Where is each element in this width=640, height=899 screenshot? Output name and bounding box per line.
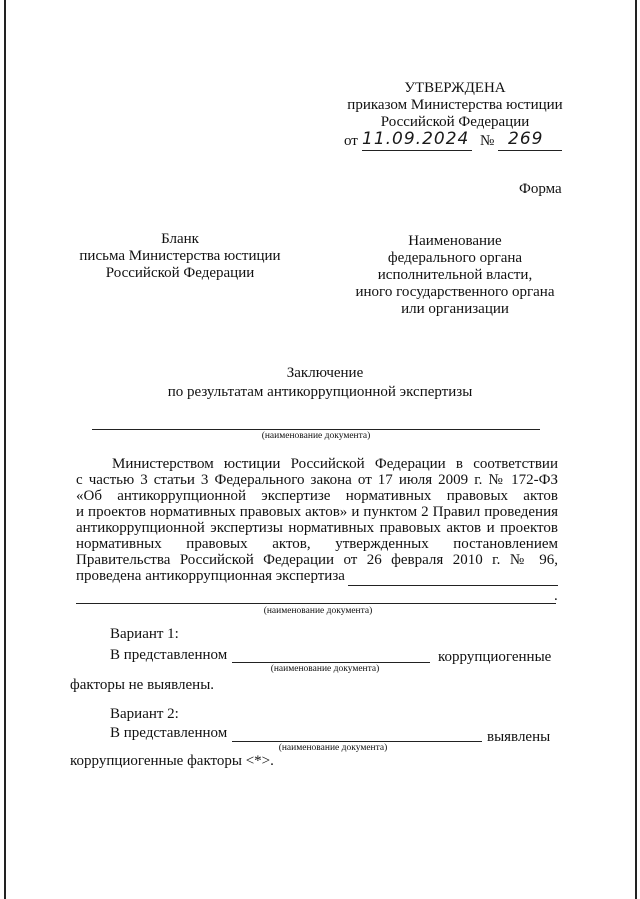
letterhead-line-2: письма Министерства юстиции — [79, 248, 281, 264]
variant-2-caption: (наименование документа) — [278, 743, 388, 753]
variant-2-blank — [232, 741, 482, 742]
recipient-line-1: Наименование — [408, 233, 502, 249]
body-line-4: и проектов нормативных правовых актов» и пунктом 2 Правил проведения — [76, 504, 558, 520]
order-date: 11.09.2024 — [362, 129, 470, 149]
order-number: 269 — [508, 129, 544, 149]
body-line-3: «Об антикоррупционной экспертизе нормативных правовых актов — [76, 488, 558, 504]
form-label: Форма — [519, 181, 562, 197]
body-last-line: проведена антикоррупционная экспертиза — [76, 568, 345, 584]
variant-2-suffix: выявлены — [487, 729, 551, 745]
variant-1-prefix: В представленном — [110, 647, 228, 663]
title-line-1: Заключение — [286, 365, 364, 381]
body-period: . — [554, 588, 558, 604]
body-line-6: нормативных правовых актов, утвержденных постановлением — [76, 536, 558, 552]
variant-2-continuation: коррупциогенные факторы <*>. — [70, 753, 274, 769]
order-from-label: от — [344, 133, 358, 149]
title-line-2: по результатам антикоррупционной экспертизы — [167, 384, 473, 400]
recipient-line-4: иного государственного органа — [355, 284, 555, 300]
variant-2-prefix: В представленном — [110, 725, 228, 741]
variant-1-blank — [232, 662, 430, 663]
variant-1-suffix: коррупциогенные — [438, 649, 552, 665]
recipient-line-5: или организации — [401, 301, 509, 317]
recipient-line-3: исполнительной власти, — [377, 267, 533, 283]
body-line-5: антикоррупционной экспертизы нормативных правовых актов и проектов — [76, 520, 558, 536]
approved-heading: УТВЕРЖДЕНА — [404, 80, 506, 96]
variant-1-label: Вариант 1: — [110, 626, 179, 642]
scan-edge-left — [4, 0, 6, 899]
body-line-2: с частью 3 статьи 3 Федерального закона от 17 июля 2009 г. № 172-ФЗ — [76, 472, 558, 488]
variant-1-continuation: факторы не выявлены. — [70, 677, 215, 693]
document-name-line-2 — [76, 603, 556, 604]
scan-edge-right — [635, 0, 637, 899]
body-last-line-blank — [348, 585, 558, 586]
variant-1-caption: (наименование документа) — [270, 664, 380, 674]
document-name-line — [92, 429, 540, 430]
number-underline — [498, 150, 562, 151]
document-name-caption-2: (наименование документа) — [263, 606, 373, 616]
letterhead-line-1: Бланк — [161, 231, 199, 247]
order-line-1: приказом Министерства юстиции — [347, 97, 563, 113]
body-line-7: Правительства Российской Федерации от 26 февраля 2010 г. № 96, — [76, 552, 558, 568]
date-underline — [362, 150, 472, 151]
recipient-line-2: федерального органа — [387, 250, 523, 266]
order-line-2: Российской Федерации — [380, 114, 530, 130]
variant-2-label: Вариант 2: — [110, 706, 179, 722]
body-line-1: Министерством юстиции Российской Федерации в соответствии — [112, 456, 558, 472]
order-number-label: № — [480, 133, 495, 149]
document-name-caption: (наименование документа) — [261, 431, 371, 441]
letterhead-line-3: Российской Федерации — [105, 265, 255, 281]
